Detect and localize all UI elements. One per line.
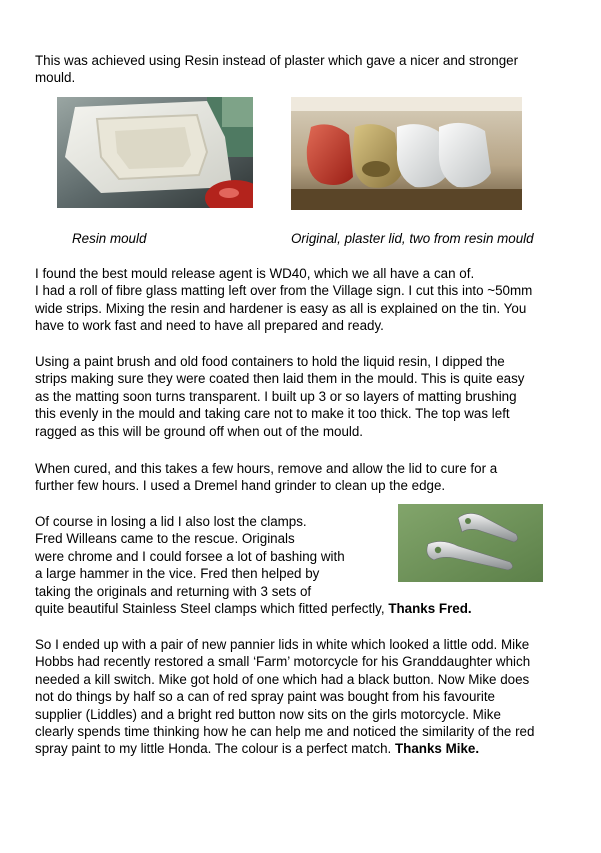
paragraph-line: have to work fast and need to have all prepared and ready.: [35, 318, 384, 334]
paragraph-line: strips making sure they were coated then laid them in the mould. This is quite easy: [35, 371, 525, 387]
resin-mould-photo: [57, 97, 253, 208]
pannier-lids-photo: [291, 97, 522, 210]
curing-paragraph: [35, 460, 580, 495]
clamps-last-line: quite beautiful Stainless Steel clamps which fitted perfectly,: [35, 601, 385, 617]
thanks-mike: Thanks Mike.: [395, 741, 480, 757]
intro-line: mould.: [35, 70, 76, 86]
paragraph-line: When cured, and this takes a few hours, remove and allow the lid to cure for a: [35, 461, 498, 476]
paragraph-line: as the matting soon turns transparent. I built up 3 or so layers of matting brushing: [35, 388, 517, 404]
paragraph-line: were chrome and I could forsee a lot of bashing with: [35, 548, 345, 564]
resin-mould-caption: Resin mould: [72, 231, 147, 246]
paragraph-line: wide strips. Mixing the resin and hardener is easy as all is explained on the tin. You: [35, 300, 527, 316]
layup-paragraph: [35, 353, 580, 440]
paragraph-line: I had a roll of fibre glass matting left over from the Village sign. I cut this into ~50mm: [35, 283, 533, 299]
paragraph-line: taking the originals and returning with 3 sets of: [35, 583, 312, 599]
paragraph-line: a large hammer in the vice. Fred then helped by: [35, 566, 320, 582]
clamps-paragraph: [35, 513, 580, 617]
paragraph-line: [35, 600, 580, 617]
paragraph-line: clearly spends time thinking how he can help me and noticed the similarity of the red: [35, 724, 535, 740]
paragraph-line: needed a kill switch. Mike got hold of one which had a black button. Now Mike does: [35, 671, 530, 687]
intro-paragraph: [35, 52, 580, 87]
paragraph-line: Using a paint brush and old food containers to hold the liquid resin, I dipped the: [35, 354, 505, 369]
paragraph-line: I found the best mould release agent is WD40, which we all have a can of.: [35, 266, 475, 281]
intro-line: This was achieved using Resin instead of plaster which gave a nicer and stronger: [35, 53, 519, 68]
paragraph-line: Hobbs had recently restored a small ‘Farm’ motorcycle for his Granddaughter which: [35, 654, 531, 670]
paragraph-line: Of course in losing a lid I also lost the clamps.: [35, 514, 307, 529]
pannier-lids-caption: Original, plaster lid, two from resin mould: [291, 231, 534, 246]
paragraph-line: further few hours. I used a Dremel hand grinder to clean up the edge.: [35, 478, 446, 494]
thanks-fred: Thanks Fred.: [388, 601, 472, 617]
red-button-paragraph: [35, 636, 580, 758]
paragraph-line: Fred Willeans came to the rescue. Originals: [35, 531, 295, 547]
mould-release-paragraph: [35, 265, 580, 335]
paragraph-line: not do things by half so a can of red spray paint was bought from his favourite: [35, 689, 496, 705]
paragraph-line: supplier (Liddles) and a bright red button now sits on the girls motorcycle. Mike: [35, 706, 501, 722]
paragraph-line: So I ended up with a pair of new pannier lids in white which looked a little odd. Mike: [35, 637, 530, 652]
paragraph-line: ragged as this will be ground off when out of the mould.: [35, 423, 364, 439]
red-button-last-line: spray paint to my little Honda. The colour is a perfect match.: [35, 741, 392, 757]
paragraph-line: this evenly in the mould and taking care not to make it too thick. The top was left: [35, 406, 510, 422]
paragraph-line: [35, 740, 580, 757]
